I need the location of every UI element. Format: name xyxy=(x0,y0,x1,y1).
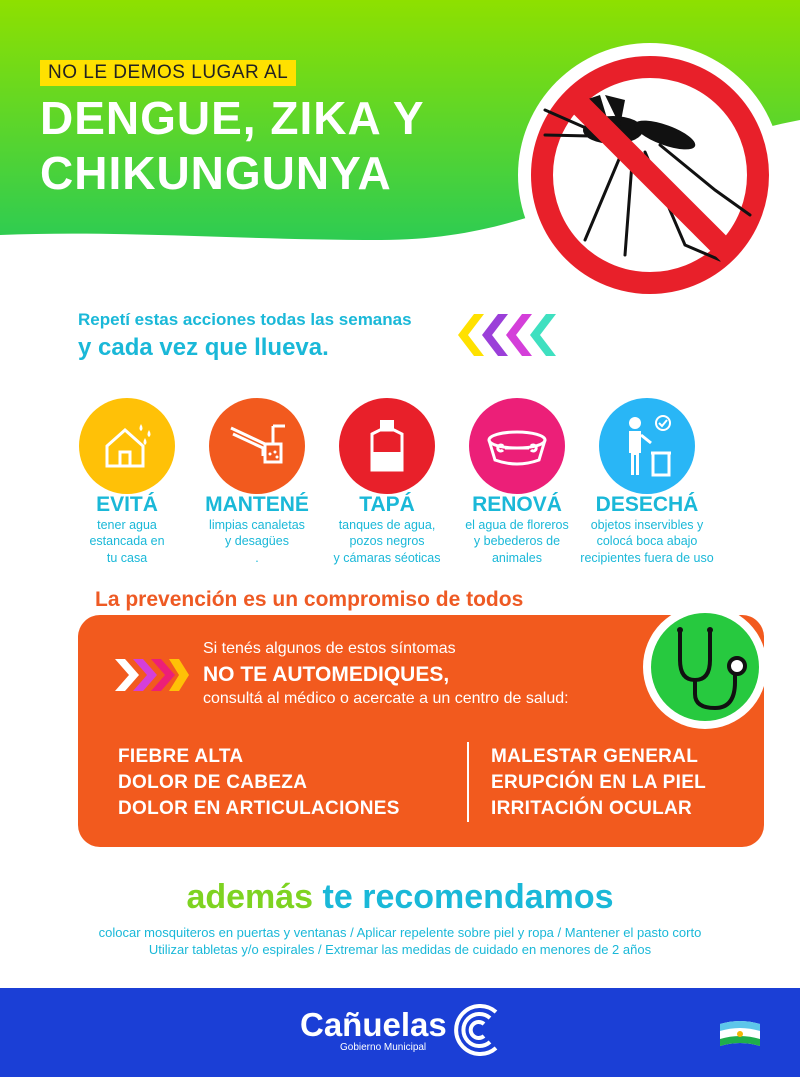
action-desc xyxy=(57,517,197,566)
symptom: FIEBRE ALTA xyxy=(118,746,244,767)
desc-line: y desagües xyxy=(225,534,289,549)
desc-line: y bebederos de xyxy=(473,534,561,549)
desc-line: tu casa xyxy=(106,550,148,565)
desc-line: y cámaras séoticas xyxy=(333,550,441,565)
title-line-1: DENGUE, ZIKA Y xyxy=(40,92,425,144)
action-verb: DESECHÁ xyxy=(595,493,699,516)
trash-person-icon xyxy=(617,413,677,479)
flag-icon xyxy=(718,1020,762,1050)
desc-line: tener agua xyxy=(97,518,157,532)
action-desecha xyxy=(577,398,717,566)
desc-line: . xyxy=(255,550,259,565)
action-desc xyxy=(577,517,717,566)
action-desc xyxy=(447,517,587,566)
action-verb: EVITÁ xyxy=(96,493,158,516)
action-circle xyxy=(469,398,565,494)
brand-name: Cañuelas xyxy=(300,1006,447,1043)
repeat-line-2: y cada vez que llueva. xyxy=(78,334,329,361)
action-circle xyxy=(79,398,175,494)
recommendation-line: colocar mosquiteros en puertas y ventanas / Aplicar repelente sobre piel y ropa / Mantener el pasto corto xyxy=(98,925,702,940)
desc-line: recipientes fuera de uso xyxy=(580,550,714,565)
desc-line: pozos negros xyxy=(349,534,425,549)
repeat-note xyxy=(78,310,412,362)
pet-bowl-icon xyxy=(485,416,549,476)
prevention-heading: La prevención es un compromiso de todos xyxy=(95,588,524,611)
actions-row xyxy=(72,398,732,578)
action-circle xyxy=(599,398,695,494)
symptoms-list-right xyxy=(491,744,706,822)
tagline: NO LE DEMOS LUGAR AL xyxy=(40,60,296,86)
symptom: ERUPCIÓN EN LA PIEL xyxy=(491,772,707,793)
chevrons-right-icon xyxy=(113,657,189,693)
symptom: DOLOR DE CABEZA xyxy=(118,772,308,793)
desc-line: tanques de agua, xyxy=(338,518,436,532)
recommendations-title xyxy=(0,878,800,917)
desc-line: animales xyxy=(491,550,543,565)
symptoms-intro: Si tenés algunos de estos síntomas xyxy=(203,640,456,657)
desc-line: limpias canaletas xyxy=(209,518,305,532)
recommendations-title-b: te recomendamos xyxy=(322,878,614,916)
action-renova xyxy=(447,398,587,566)
action-verb: TAPÁ xyxy=(359,493,415,516)
recommendation-line: Utilizar tabletas y/o espirales / Extremar las medidas de cuidado en menores de 2 años xyxy=(148,942,652,957)
symptom: MALESTAR GENERAL xyxy=(491,746,699,767)
action-desc xyxy=(317,517,457,566)
title-line-2: CHIKUNGUNYA xyxy=(40,147,392,199)
symptom: IRRITACIÓN OCULAR xyxy=(491,798,693,819)
gutter-icon xyxy=(225,416,289,476)
house-rain-icon xyxy=(97,416,157,476)
stethoscope-icon xyxy=(640,602,770,732)
recommendations-text xyxy=(0,924,800,958)
tank-icon xyxy=(362,416,412,476)
action-verb: RENOVÁ xyxy=(472,493,562,516)
symptom: DOLOR EN ARTICULACIONES xyxy=(118,798,400,819)
action-verb: MANTENÉ xyxy=(205,493,309,516)
desc-line: el agua de floreros xyxy=(465,518,569,532)
consult-doctor-text: consultá al médico o acercate a un centro de salud: xyxy=(203,690,569,707)
repeat-line-1: Repetí estas acciones todas las semanas xyxy=(78,310,412,329)
action-circle xyxy=(339,398,435,494)
mosquito-prohibited-icon xyxy=(515,40,785,310)
brand-logo-icon xyxy=(452,1004,502,1056)
chevrons-left-icon xyxy=(450,310,560,360)
brand-subtitle: Gobierno Municipal xyxy=(340,1042,427,1053)
symptoms-divider xyxy=(467,742,469,822)
action-mantene xyxy=(187,398,327,566)
recommendations-title-a: además xyxy=(186,878,314,916)
action-circle xyxy=(209,398,305,494)
action-tapa xyxy=(317,398,457,566)
symptoms-list-left xyxy=(118,744,400,822)
action-evita xyxy=(57,398,197,566)
no-self-medicate-warning: NO TE AUTOMEDIQUES, xyxy=(203,663,450,686)
desc-line: estancada en xyxy=(89,534,165,549)
action-desc xyxy=(187,517,327,566)
desc-line: objetos inservibles y xyxy=(590,518,704,532)
desc-line: colocá boca abajo xyxy=(596,534,698,549)
